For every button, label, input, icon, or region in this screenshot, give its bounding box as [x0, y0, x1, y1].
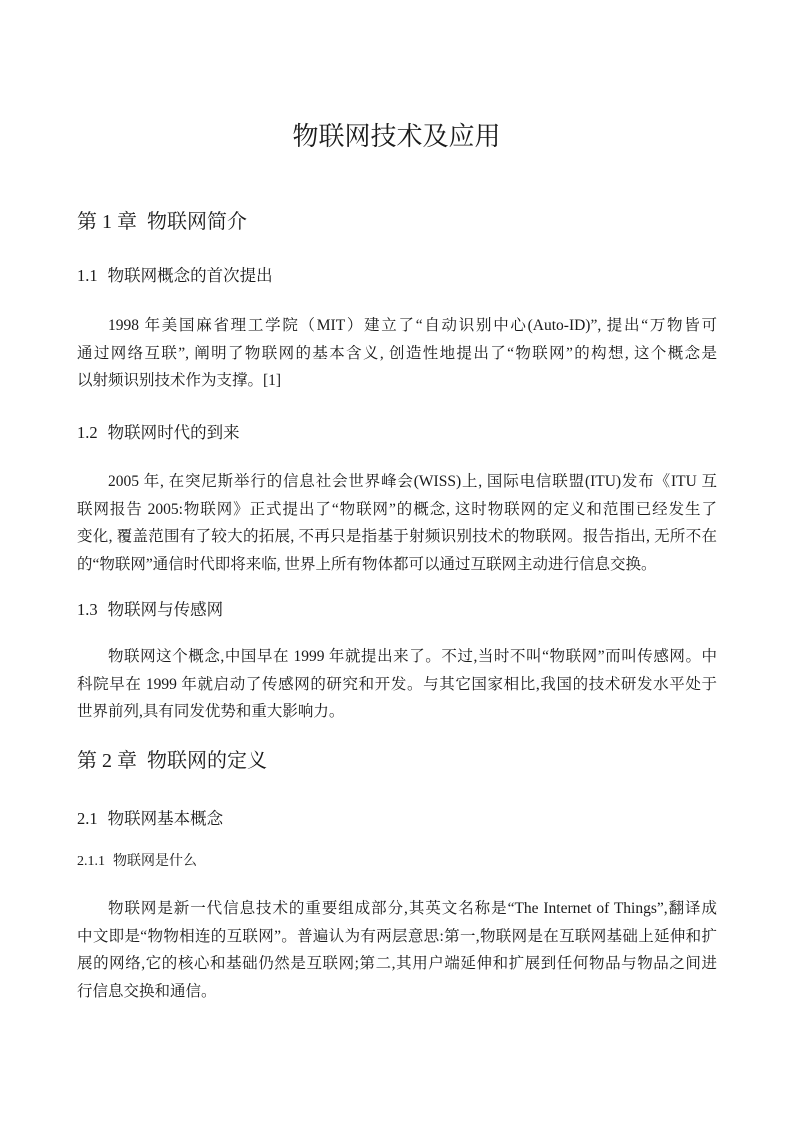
- heading-text: 物联网的定义: [147, 748, 267, 772]
- paragraph-1-3: [77, 643, 717, 726]
- heading-text: 物联网基本概念: [107, 809, 224, 828]
- paragraph-line: 行信息交换和通信。: [77, 982, 217, 1000]
- heading-number: 第 1 章: [77, 211, 137, 233]
- heading-text: 物联网是什么: [113, 854, 197, 869]
- heading-number: 1.1: [77, 266, 98, 285]
- chapter-heading-1: [77, 205, 247, 234]
- heading-number: 1.2: [77, 423, 98, 442]
- heading-number: 第 2 章: [77, 750, 137, 772]
- chapter-heading-2: [77, 744, 267, 773]
- paragraph-line: 物联网是新一代信息技术的重要组成部分,其英文名称是“The Internet of Things”,翻译成: [108, 900, 717, 917]
- heading-text: 物联网简介: [147, 209, 247, 233]
- paragraph-1-2: [77, 468, 717, 578]
- heading-number: 2.1: [77, 809, 98, 828]
- heading-number: 2.1.1: [77, 854, 105, 869]
- paragraph-line: 的“物联网”通信时代即将来临, 世界上所有物体都可以通过互联网主动进行信息交换。: [77, 555, 657, 573]
- paragraph-line: 1998 年美国麻省理工学院（MIT）建立了“自动识别中心(Auto-ID)”, 提出“万物皆可: [108, 317, 717, 334]
- document-title: 物联网技术及应用: [292, 122, 501, 152]
- section-heading-1-2: [77, 419, 240, 443]
- section-heading-1-3: [77, 596, 223, 620]
- heading-text: 物联网时代的到来: [107, 423, 240, 442]
- section-heading-2-1: [77, 805, 223, 829]
- heading-text: 物联网与传感网: [107, 600, 224, 619]
- paragraph-line: 以射频识别技术作为支撑。[1]: [77, 372, 282, 389]
- paragraph-line: 物联网这个概念,中国早在 1999 年就提出来了。不过,当时不叫“物联网”而叫传感网。中: [108, 648, 717, 665]
- heading-text: 物联网概念的首次提出: [107, 266, 273, 285]
- paragraph-line: 世界前列,具有同发优势和重大影响力。: [77, 703, 345, 720]
- paragraph-line: 2005 年, 在突尼斯举行的信息社会世界峰会(WISS)上, 国际电信联盟(ITU)发布《ITU 互: [108, 473, 717, 490]
- paragraph-line: 通过网络互联”, 阐明了物联网的基本含义, 创造性地提出了“物联网”的构想, 这个概念是: [77, 344, 717, 362]
- section-heading-1-1: [77, 262, 273, 286]
- paragraph-line: 展的网络,它的核心和基础仍然是互联网;第二,其用户端延伸和扩展到任何物品与物品之间进: [77, 955, 717, 972]
- paragraph-line: 中文即是“物物相连的互联网”。普遍认为有两层意思:第一,物联网是在互联网基础上延伸和扩: [77, 927, 717, 945]
- heading-number: 1.3: [77, 600, 98, 619]
- paragraph-1-1: [77, 312, 717, 395]
- paragraph-line: 变化, 覆盖范围有了较大的拓展, 不再只是指基于射频识别技术的物联网。报告指出, 无所不在: [77, 528, 717, 545]
- paragraph-line: 联网报告 2005:物联网》正式提出了“物联网”的概念, 这时物联网的定义和范围已经发生了: [77, 500, 717, 518]
- paragraph-2-1-1: [77, 895, 717, 1005]
- paragraph-line: 科院早在 1999 年就启动了传感网的研究和开发。与其它国家相比,我国的技术研发水平处于: [77, 675, 717, 693]
- subsection-heading-2-1-1: [77, 850, 197, 870]
